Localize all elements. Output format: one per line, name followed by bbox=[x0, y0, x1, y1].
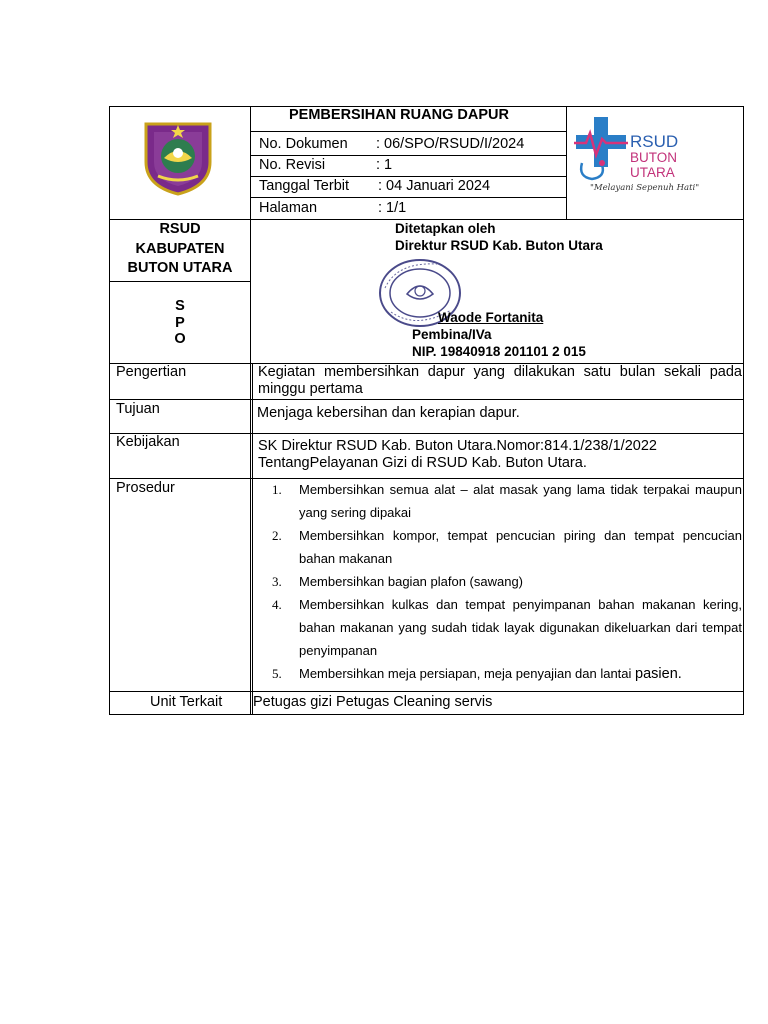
rsud-logo bbox=[572, 113, 738, 199]
signer-rank: Pembina/IVa bbox=[412, 327, 492, 342]
kebijakan-label: Kebijakan bbox=[116, 434, 180, 450]
unit-terkait-label: Unit Terkait bbox=[150, 694, 223, 710]
list-item: 5. Membersihkan meja persiapan, meja penyajian dan lantai pasien. bbox=[272, 666, 682, 682]
list-item: 3. Membersihkan bagian plafon (sawang) bbox=[272, 574, 524, 589]
kebijakan-text-line1: SK Direktur RSUD Kab. Buton Utara.Nomor:814.1/238/1/2022 bbox=[258, 438, 657, 454]
spo-label: S P O bbox=[174, 298, 186, 347]
regency-emblem-icon bbox=[142, 118, 214, 196]
kebijakan-text-line2: TentangPelayanan Gizi di RSUD Kab. Buton Utara. bbox=[258, 455, 587, 471]
halaman-value: : 1/1 bbox=[378, 200, 407, 216]
no-dokumen-label: No. Dokumen bbox=[259, 136, 348, 152]
ditetapkan-oleh: Ditetapkan oleh bbox=[395, 221, 496, 236]
prosedur-label: Prosedur bbox=[116, 480, 175, 496]
direktur-title: Direktur RSUD Kab. Buton Utara bbox=[395, 238, 603, 253]
logo-utara-text: UTARA bbox=[630, 165, 675, 180]
no-dokumen-value: : 06/SPO/RSUD/I/2024 bbox=[376, 136, 525, 152]
list-item: 1. Membersihkan semua alat – alat masak yang lama tidak terpakai maupun yang sering dipakai bbox=[272, 482, 742, 520]
list-item: 2. Membersihkan kompor, tempat pencucian piring dan tempat pencucian bahan makanan bbox=[272, 528, 742, 566]
pengertian-text: Kegiatan membersihkan dapur yang dilakukan satu bulan sekali pada minggu pertama bbox=[258, 364, 742, 397]
tanggal-terbit-label: Tanggal Terbit bbox=[259, 178, 350, 194]
unit-terkait-text: Petugas gizi Petugas Cleaning servis bbox=[253, 694, 493, 710]
pengertian-label: Pengertian bbox=[116, 364, 187, 380]
logo-rsud-text: RSUD bbox=[630, 132, 679, 151]
no-revisi-label: No. Revisi bbox=[259, 157, 326, 173]
stethoscope-cross-icon bbox=[572, 113, 630, 183]
document-title: PEMBERSIHAN RUANG DAPUR bbox=[289, 107, 509, 123]
tujuan-label: Tujuan bbox=[116, 401, 160, 417]
logo-tagline: "Melayani Sepenuh Hati" bbox=[590, 183, 700, 193]
logo-buton-text: BUTON bbox=[630, 150, 678, 165]
signer-name: Waode Fortanita bbox=[438, 310, 544, 325]
institution-name: RSUD KABUPATEN BUTON UTARA bbox=[127, 221, 233, 276]
halaman-label: Halaman bbox=[259, 200, 318, 216]
tujuan-text: Menjaga kebersihan dan kerapian dapur. bbox=[257, 405, 520, 421]
no-revisi-value: : 1 bbox=[376, 157, 393, 173]
tanggal-terbit-value: : 04 Januari 2024 bbox=[378, 178, 491, 194]
list-item: 4. Membersihkan kulkas dan tempat penyimpanan bahan makanan kering, bahan makanan yang sudah tidak layak digunakan dikeluarkan dari tempat penyimpanan bbox=[272, 597, 742, 658]
signer-nip: NIP. 19840918 201101 2 015 bbox=[412, 344, 586, 359]
